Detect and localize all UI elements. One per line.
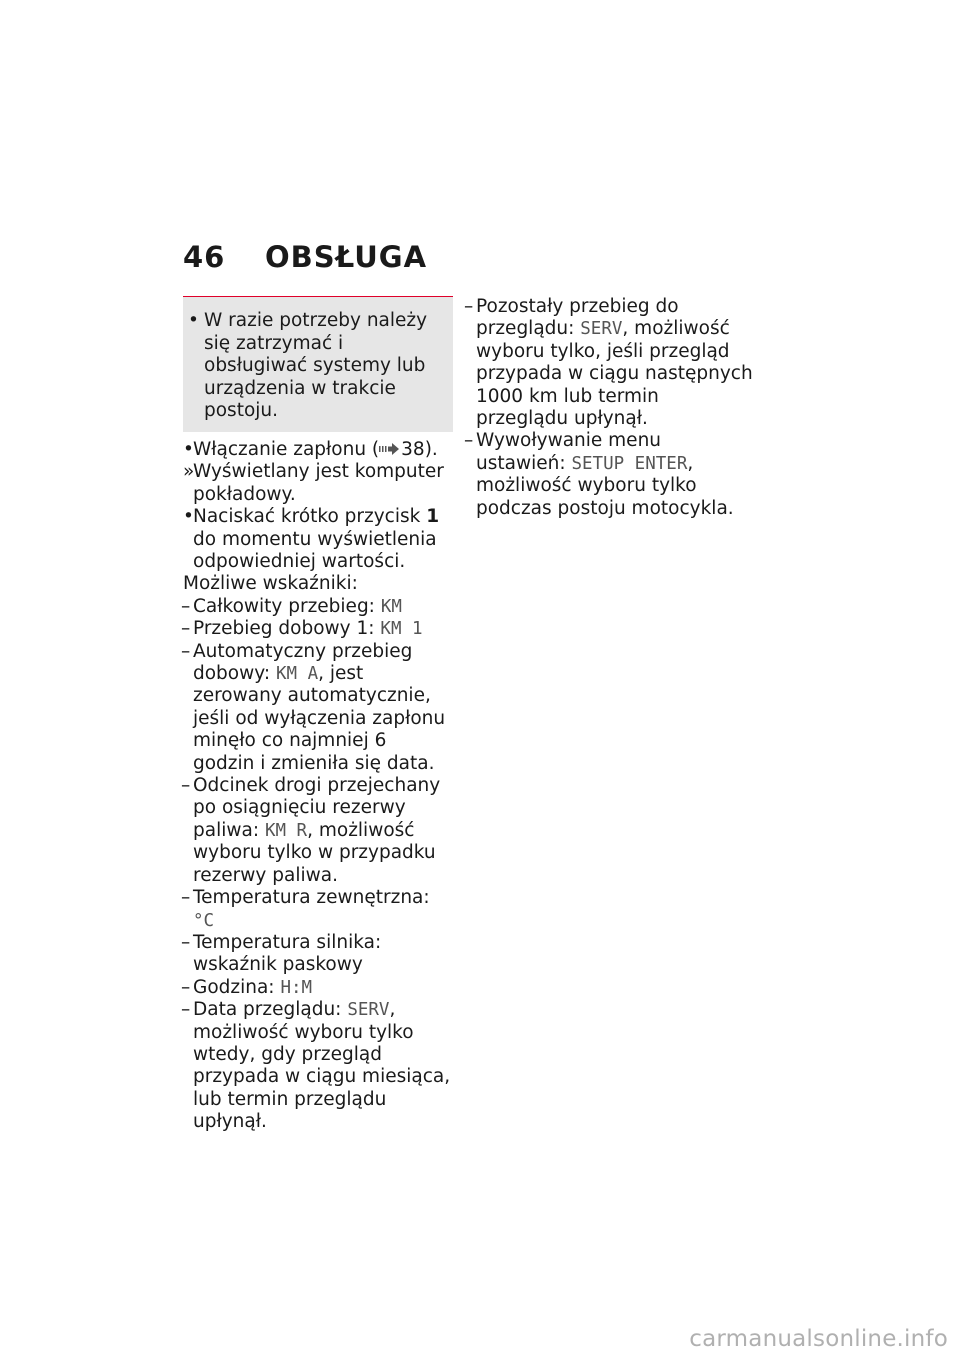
indicator-service-dist-desc: , możliwość wyboru tylko, jeśli przegląd przypada w ciągu następnych 1000 km lub termin przeglądu upłynął. xyxy=(476,318,753,430)
step-press-text: Naciskać krótko przycisk xyxy=(193,506,421,528)
right-column xyxy=(466,296,756,520)
dash-icon: – xyxy=(181,999,191,1021)
step-press xyxy=(183,506,453,573)
dash-icon: – xyxy=(181,595,191,617)
dash-icon: – xyxy=(464,296,474,317)
possible-indicators-heading: Możliwe wskaźniki: xyxy=(183,573,358,595)
indicator-auto-label: Automatyczny przebieg dobowy: xyxy=(193,640,413,685)
dash-icon: – xyxy=(181,618,191,640)
indicator-clock-code: H:M xyxy=(280,977,313,998)
bullet-icon: • xyxy=(188,310,199,331)
step-result xyxy=(183,461,453,506)
bullet-icon: • xyxy=(183,506,194,528)
indicator-temp-outside xyxy=(183,887,453,932)
indicator-setup-label: Wywoływanie menu ustawień: xyxy=(476,430,662,474)
indicator-trip1 xyxy=(183,618,453,640)
page-reference-link[interactable]: 38). xyxy=(401,438,438,460)
indicator-service-distance xyxy=(466,296,756,430)
indicator-temp-engine xyxy=(183,932,453,977)
dash-icon: – xyxy=(181,775,191,797)
indicator-reserve-label: Odcinek drogi przejechany po osiągnięciu rezerwy paliwa: xyxy=(193,775,441,841)
indicator-trip1-code: KM 1 xyxy=(380,619,423,640)
indicator-service-date-desc: , możliwość wyboru tylko wtedy, gdy przegląd przypada w ciągu miesiąca, lub termin przeglądu upłynął. xyxy=(193,999,451,1133)
indicator-reserve-code: KM R xyxy=(264,820,308,841)
indicator-service-dist-label: Pozostały przebieg do przeglądu: xyxy=(476,296,679,340)
page-number: 46 xyxy=(183,240,226,274)
result-arrow-icon: » xyxy=(183,461,195,483)
indicator-service-dist-code: SERV xyxy=(580,319,623,340)
indicator-setup-code: SETUP ENTER xyxy=(571,453,688,474)
page-reference-arrow-icon xyxy=(379,443,399,455)
step-ignition-text: Włączanie zapłonu ( xyxy=(193,438,380,460)
left-column xyxy=(183,296,453,1134)
watermark: carmanualsonline.info xyxy=(689,1326,948,1352)
bullet-icon: • xyxy=(183,438,194,460)
indicator-service-date xyxy=(183,999,453,1133)
dash-icon: – xyxy=(181,931,191,953)
note-item xyxy=(188,310,443,423)
dash-icon: – xyxy=(181,887,191,909)
indicator-reserve xyxy=(183,775,453,887)
indicator-temp-out-label: Temperatura zewnętrzna: xyxy=(193,887,430,909)
indicator-total-label: Całkowity przebieg: xyxy=(193,595,375,617)
dash-icon: – xyxy=(181,976,191,998)
indicator-temp-out-code: °C xyxy=(193,910,215,931)
indicator-auto-code: KM A xyxy=(275,664,319,685)
step-result-text: Wyświetlany jest komputer pokładowy. xyxy=(193,461,444,505)
safety-note xyxy=(183,296,453,432)
indicator-clock-label: Godzina: xyxy=(193,976,275,998)
page-header xyxy=(183,240,427,274)
indicator-setup xyxy=(466,430,756,520)
step-ignition xyxy=(183,439,453,461)
indicator-clock xyxy=(183,977,453,999)
indicator-total-code: KM xyxy=(380,596,402,617)
indicator-setup-desc: , możliwość wyboru tylko podczas postoju motocykla. xyxy=(476,452,734,519)
indicator-auto-desc: , jest zerowany automatycznie, jeśli od wyłączenia zapłonu minęło co najmniej 6 godzin i zmieniła się data. xyxy=(193,663,446,774)
indicator-auto-trip xyxy=(183,641,453,775)
indicator-reserve-desc: , możliwość wyboru tylko w przypadku rezerwy paliwa. xyxy=(193,819,436,886)
step-press-text-post: do momentu wyświetlenia odpowiedniej wartości. xyxy=(193,528,437,572)
indicator-temp-engine-text: Temperatura silnika: wskaźnik paskowy xyxy=(193,931,382,976)
indicator-service-date-code: SERV xyxy=(347,1000,390,1021)
indicator-service-date-label: Data przeglądu: xyxy=(193,999,342,1021)
note-text: W razie potrzeby należy się zatrzymać i obsługiwać systemy lub urządzenia w trakcie postoju. xyxy=(204,310,428,422)
indicator-trip1-label: Przebieg dobowy 1: xyxy=(193,618,375,640)
button-key-label: 1 xyxy=(426,506,440,528)
page-title: OBSŁUGA xyxy=(265,240,428,274)
dash-icon: – xyxy=(464,430,474,452)
indicator-total xyxy=(183,596,453,618)
dash-icon: – xyxy=(181,640,191,662)
